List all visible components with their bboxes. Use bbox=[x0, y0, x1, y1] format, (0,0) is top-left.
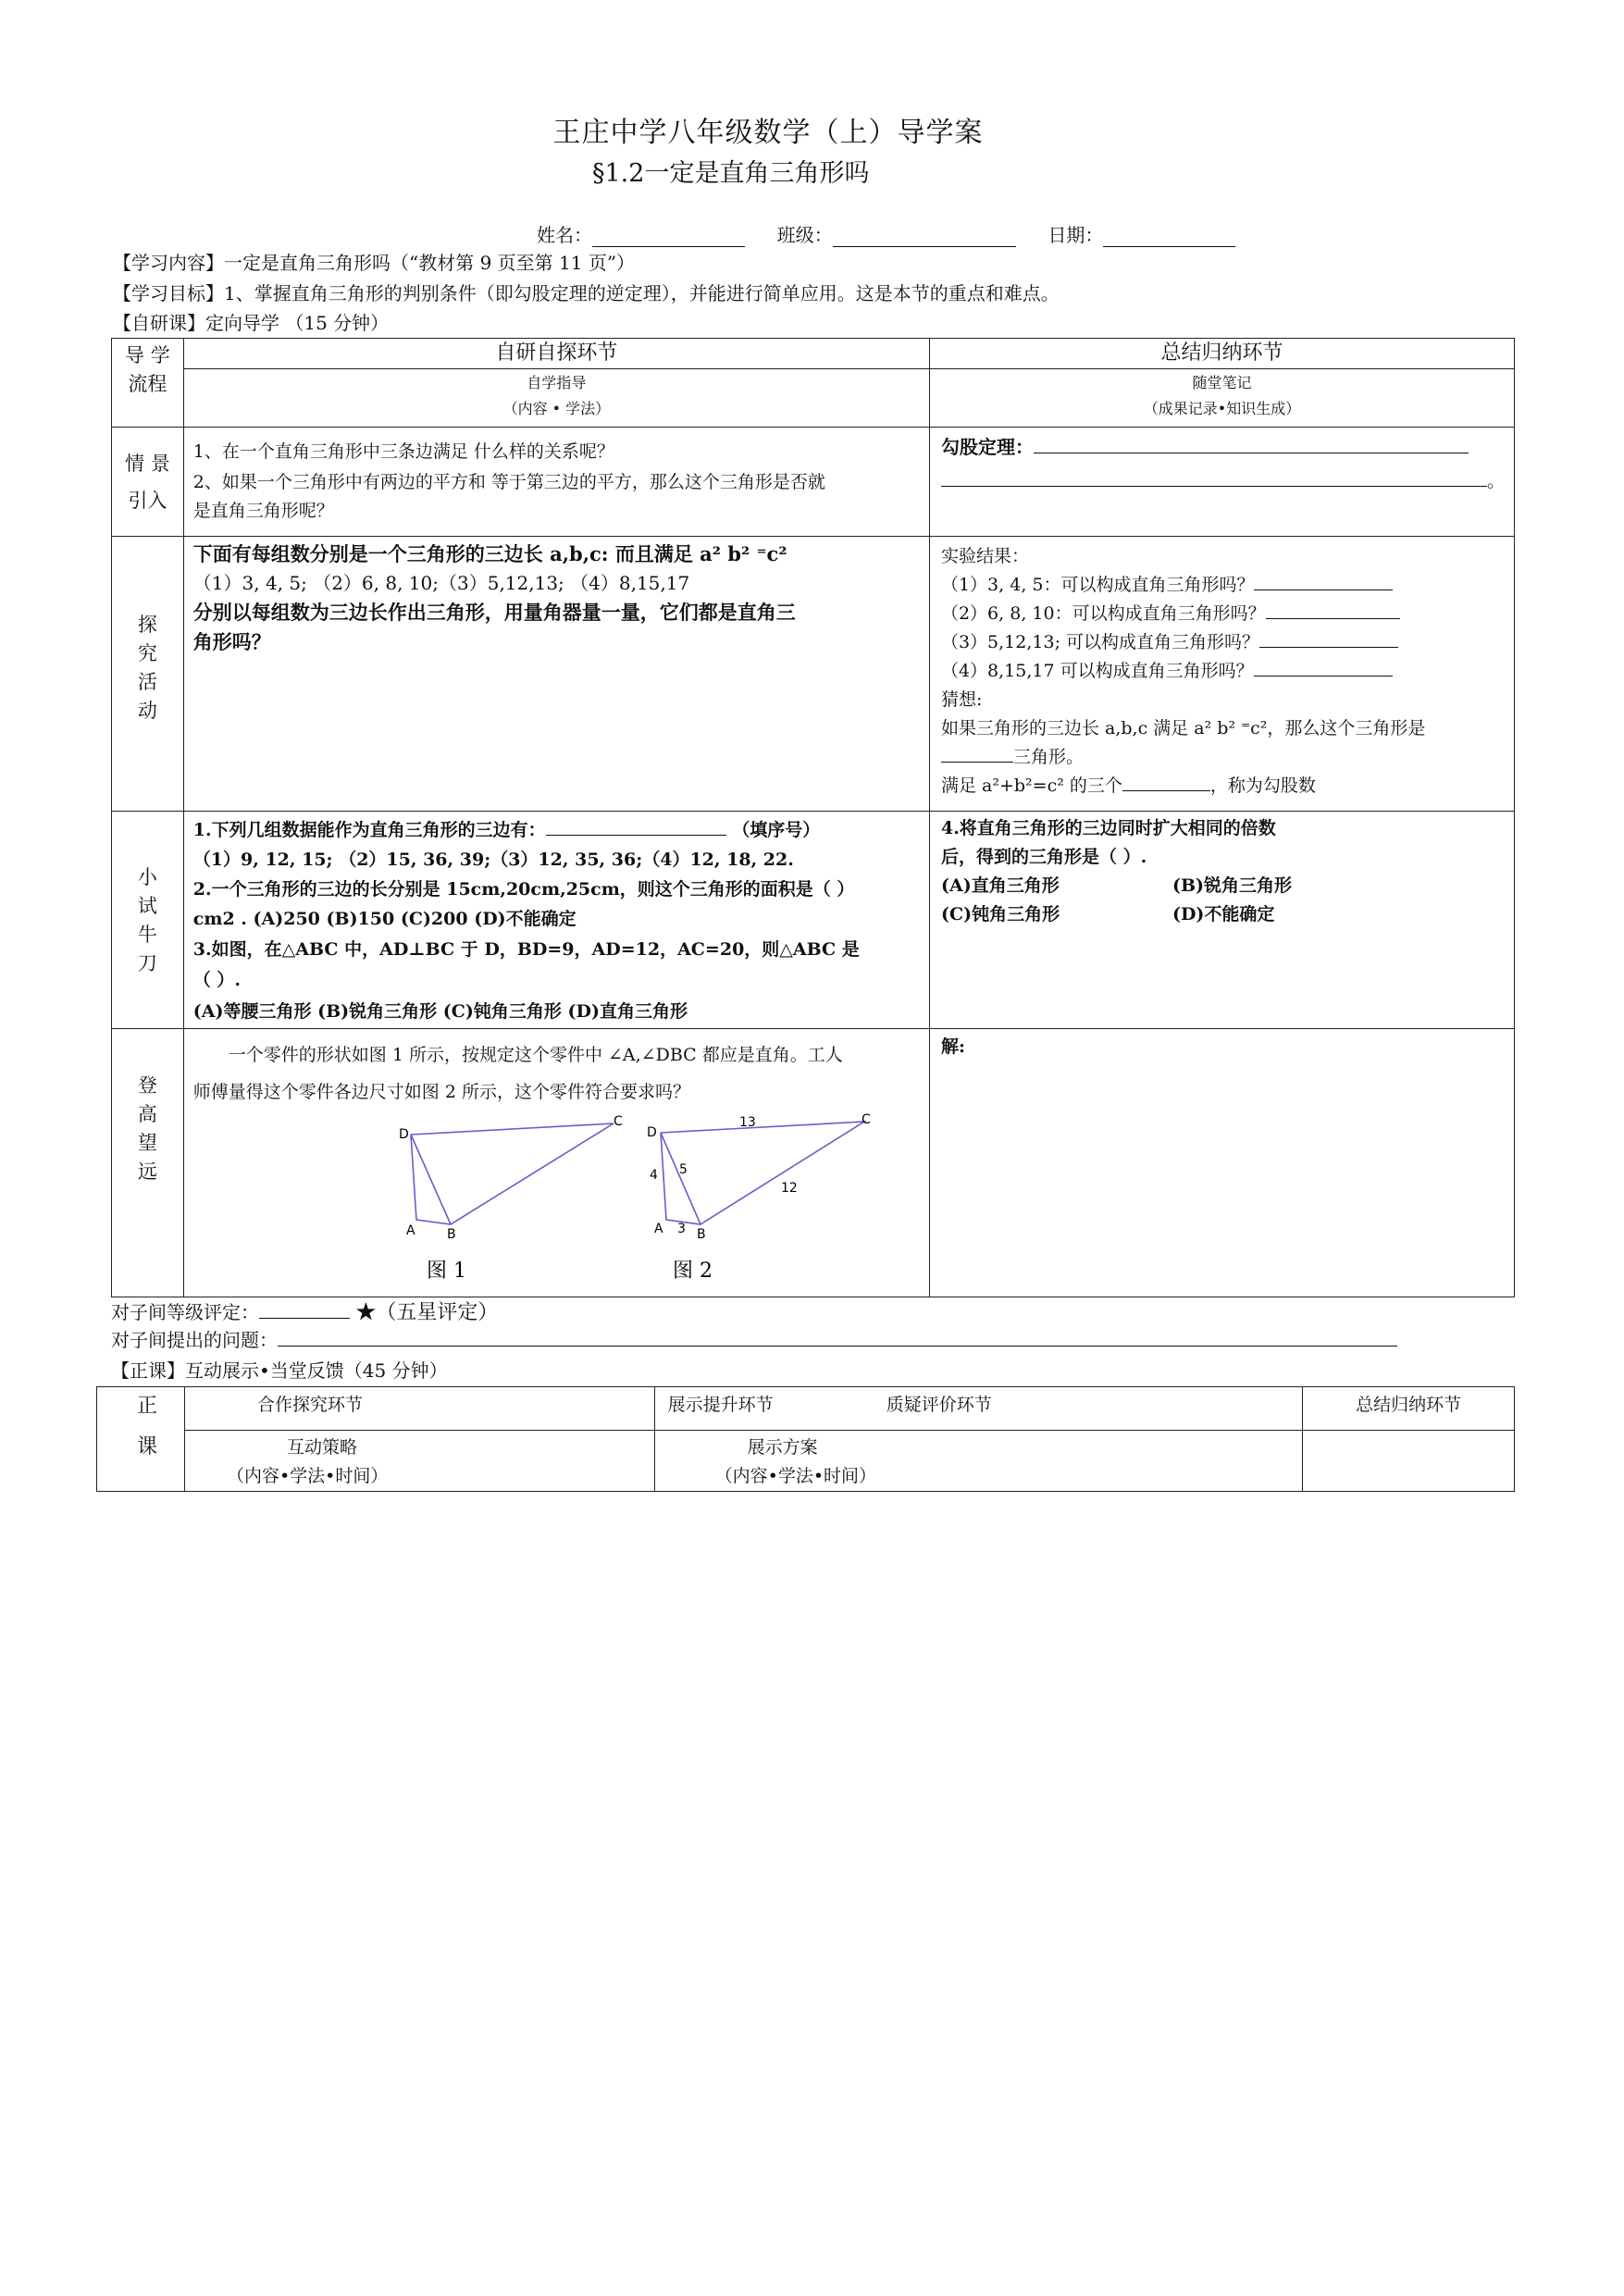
study-content: 【学习内容】一定是直角三角形吗（“教材第 9 页至第 11 页”） bbox=[113, 252, 636, 274]
display-plan: 展示方案 （内容•学法•时间） bbox=[654, 1431, 1303, 1492]
fig2-label-c: C bbox=[861, 1112, 871, 1127]
result-4-field[interactable] bbox=[1254, 657, 1393, 676]
fig2-length-ab: 3 bbox=[676, 1222, 686, 1236]
coop-header: 合作探究环节 bbox=[184, 1387, 654, 1431]
fig2-length-bc: 12 bbox=[780, 1181, 798, 1196]
name-label: 姓名： bbox=[537, 224, 592, 246]
figure-1 bbox=[411, 1123, 614, 1224]
theorem-field[interactable] bbox=[1034, 434, 1469, 453]
peer-rating: 对子间等级评定： ★（五星评定） bbox=[111, 1301, 499, 1324]
experiment-results: 实验结果： （1）3, 4, 5：可以构成直角三角形吗？ （2）6, 8, 10：可以构成直角三角形吗？ （3）5,12,13; 可以构成直角三角形吗？ （4）8,15,17 可以构成直角三角形吗？ 猜想: 如果三角形的三边长 a,b,c 满足 a² b² ⁼c²，那么这个三角形是 三角形。 满足 a²+b²=c² 的三个 ，称为勾股数 bbox=[929, 537, 1514, 812]
pythagorean-triple-field[interactable] bbox=[1122, 772, 1210, 791]
figure-1-diagonal bbox=[411, 1135, 451, 1224]
self-study-header: 自研自探环节 自学指导 （内容 • 学法） bbox=[183, 339, 929, 428]
summary-header: 总结归纳环节 随堂笔记 （成果记录•知识生成） bbox=[929, 339, 1514, 428]
peer-question: 对子间提出的问题： bbox=[111, 1325, 1397, 1352]
fig1-label-d: D bbox=[398, 1127, 409, 1142]
practice-1-field[interactable] bbox=[546, 816, 726, 836]
class-field[interactable] bbox=[833, 226, 1016, 247]
main-class-table bbox=[96, 1386, 1515, 1492]
self-study-heading: 【自研课】定向导学 （15 分钟） bbox=[113, 312, 390, 334]
result-3-field[interactable] bbox=[1259, 628, 1398, 648]
fig1-label-c: C bbox=[613, 1114, 623, 1129]
part-figures bbox=[351, 1114, 869, 1290]
class-label: 班级： bbox=[776, 224, 833, 246]
name-field[interactable] bbox=[592, 226, 745, 247]
study-table bbox=[111, 338, 1515, 1297]
theorem-label: 勾股定理： bbox=[940, 436, 1034, 458]
solution-area[interactable]: 解: bbox=[929, 1029, 1514, 1297]
study-goal: 【学习目标】1、掌握直角三角形的判别条件（即勾股定理的逆定理），并能进行简单应用。这是本节的重点和难点。 bbox=[113, 282, 1060, 304]
figure-1-outline bbox=[411, 1123, 614, 1224]
main-class-label: 正 课 bbox=[97, 1387, 185, 1492]
fig2-length-da: 4 bbox=[649, 1168, 658, 1183]
peer-question-field[interactable] bbox=[278, 1327, 1397, 1347]
fig1-label-b: B bbox=[446, 1227, 456, 1242]
page-title: 王庄中学八年级数学（上）导学案 bbox=[552, 117, 984, 149]
main-class-heading: 【正课】互动展示•当堂反馈（45 分钟） bbox=[111, 1359, 448, 1382]
practice-extension: 4.将直角三角形的三边同时扩大相同的倍数 后，得到的三角形是（ ）. (A)直角三角形 (B)锐角三角形 (C)钝角三角形 (D)不能确定 bbox=[929, 812, 1514, 1029]
figure-2 bbox=[661, 1122, 864, 1224]
date-field[interactable] bbox=[1103, 226, 1235, 247]
result-2-field[interactable] bbox=[1266, 600, 1400, 619]
result-1-field[interactable] bbox=[1254, 571, 1393, 590]
fig1-label-a: A bbox=[405, 1223, 415, 1238]
figure-2-outline bbox=[661, 1122, 864, 1224]
flow-header: 导 学 流程 bbox=[112, 339, 184, 428]
practice-content: 1.下列几组数据能作为直角三角形的三边有： （填序号） （1）9, 12, 15; （2）15, 36, 39;（3）12, 35, 36;（4）12, 18, 22. 2.一个三角形的三边的长分别是 15cm,20cm,25cm，则这个三角形的面积是（ ） cm2 . (A)250 (B)150 (C)200 (D)不能确定 3.如图，在△ABC 中，AD⊥BC 于 D，BD=9，AD=12，AC=20，则△ABC 是 （ ）. (A)等腰三角形 (B)锐角三角形 (C)钝角三角形 (D)直角三角形 bbox=[183, 812, 929, 1029]
date-label: 日期： bbox=[1048, 224, 1104, 246]
theorem-field-2[interactable] bbox=[941, 467, 1487, 487]
explore-label: 探 究 活 动 bbox=[112, 537, 184, 812]
explore-content: 下面有每组数分别是一个三角形的三边长 a,b,c: 而且满足 a² b² ⁼c² （1）3, 4, 5; （2）6, 8, 10;（3）5,12,13; （4）8,15,17 分别以每组数为三边长作出三角形，用量角器量一量，它们都是直角三 角形吗？ bbox=[183, 537, 929, 812]
fig2-label-a: A bbox=[653, 1222, 663, 1236]
interaction-strategy: 互动策略 （内容•学法•时间） bbox=[184, 1431, 654, 1492]
peer-rating-field[interactable] bbox=[259, 1299, 350, 1319]
figure-2-caption: 图 2 bbox=[672, 1260, 713, 1283]
advanced-label: 登 高 望 远 bbox=[112, 1029, 184, 1297]
show-evaluate-header: 展示提升环节 质疑评价环节 bbox=[654, 1387, 1303, 1431]
section-title: §1.2一定是直角三角形吗 bbox=[592, 159, 870, 188]
theorem-notes: 勾股定理： 。 bbox=[929, 428, 1514, 537]
practice-label: 小 试 牛 刀 bbox=[112, 812, 184, 1029]
guess-field[interactable] bbox=[941, 743, 1013, 763]
scenario-label: 情 景 引入 bbox=[112, 428, 184, 537]
scenario-content: 1、在一个直角三角形中三条边满足 什么样的关系呢？ 2、如果一个三角形中有两边的平方和 等于第三边的平方，那么这个三角形是否就 是直角三角形呢？ bbox=[183, 428, 929, 537]
advanced-content: 一个零件的形状如图 1 所示，按规定这个零件中 ∠A,∠DBC 都应是直角。工人 师傅量得这个零件各边尺寸如图 2 所示，这个零件符合要求吗？ D A B C 图 1 D A B C 13 4 5 12 3 图 2 bbox=[183, 1029, 929, 1297]
fig2-length-dc: 13 bbox=[738, 1115, 756, 1130]
fig2-label-b: B bbox=[696, 1227, 706, 1242]
figure-1-caption: 图 1 bbox=[426, 1260, 466, 1283]
summary-header-2: 总结归纳环节 bbox=[1303, 1387, 1515, 1431]
figure-2-diagonal bbox=[661, 1133, 700, 1224]
student-info-row bbox=[537, 220, 1235, 247]
summary-cell[interactable] bbox=[1303, 1431, 1515, 1492]
fig2-length-db: 5 bbox=[678, 1162, 688, 1177]
fig2-label-d: D bbox=[646, 1125, 657, 1140]
